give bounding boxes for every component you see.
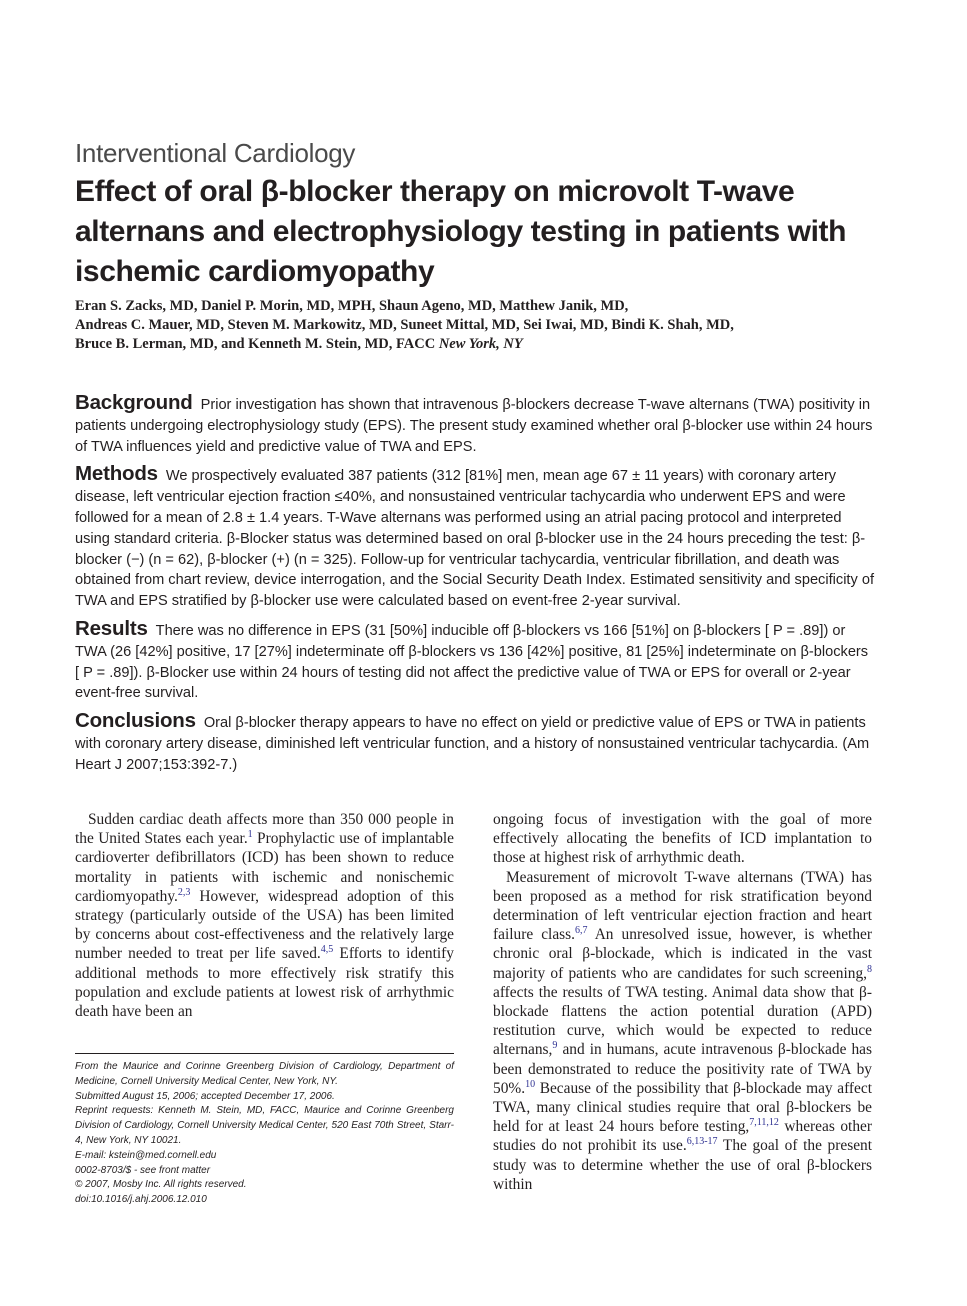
body-text: The goal of the present study was to determine whether the use of oral β-blockers within (493, 1137, 872, 1193)
background-text: Prior investigation has shown that intravenous β-blockers decrease T-wave alternans (TWA) positivity in patients undergoing electrophysiology study (EPS). The present study examined whether oral β-blocker use within 24 hours of TWA influences yield and predictive value of TWA and EPS. (75, 397, 873, 455)
reference-link[interactable]: 4,5 (320, 944, 334, 956)
reference-link[interactable]: 6,13-17 (686, 1136, 718, 1148)
footnote-email[interactable]: E-mail: kstein@med.cornell.edu (75, 1149, 217, 1161)
results-text: There was no difference in EPS (31 [50%] inducible off β-blockers vs 166 [51%] on β-blockers [ P = .89]) or TWA (26 [42%] positive, 17 [27%] indeterminate off β-blockers vs 136 [42%] positive, 81 [25%] indeterminate on β-blockers [ P = .89]). β-Blocker use within 24 hours of testing did not affect the predictive value of TWA or EPS for overall or 2-year event-free survival. (75, 622, 869, 702)
reference-link[interactable]: 10 (525, 1078, 536, 1090)
body-text: Prophylactic use of implantable cardioverter defibrillators (ICD) has been shown to reduce mortality in patients with ischemic and nonischemic cardiomyopathy. (75, 830, 454, 905)
body-text: whereas other studies do not prohibit its use. (493, 1118, 872, 1155)
body-text: Because of the possibility that β-blockade may affect TWA, many clinical studies require that oral β-blockers be held for at least 24 hours before testing, (493, 1079, 872, 1136)
footnote-copyright: © 2007, Mosby Inc. All rights reserved. (75, 1179, 247, 1191)
reference-link[interactable]: 9 (552, 1040, 558, 1052)
authors-line-2: Andreas C. Mauer, MD, Steven M. Markowitz, MD, Suneet Mittal, MD, Sei Iwai, MD, Bindi K. Shah, MD, (75, 317, 734, 333)
footnote-issn: 0002-8703/$ - see front matter (75, 1164, 211, 1176)
body-text: affects the results of TWA testing. Animal data show that β-blockade flattens the action potential duration (APD) restitution curve, which would be expected to reduce alternans, (493, 983, 872, 1059)
abstract-conclusions (75, 711, 875, 775)
footnote-affiliation: From the Maurice and Corinne Greenberg Division of Cardiology, Department of Medicine, Cornell University Medical Center, New York, NY. (75, 1061, 454, 1087)
intro-paragraph-1 (75, 810, 454, 1021)
abstract-background (75, 393, 875, 457)
author-list (75, 297, 895, 354)
reference-link[interactable]: 6,7 (574, 925, 588, 937)
conclusions-text: Oral β-blocker therapy appears to have no effect on yield or predictive value of EPS or TWA in patients with coronary artery disease, diminished left ventricular function, and a history of nonsustained ventricular tachycardia. (Am Heart J 2007;153:392-7.) (75, 715, 870, 773)
footnote-submitted: Submitted August 15, 2006; accepted December 17, 2006. (75, 1090, 335, 1102)
body-text: and in humans, acute intravenous β-blockade has been demonstrated to reduce the positivity rate of TWA by 50%. (493, 1041, 872, 1097)
authors-line-3 (75, 335, 895, 354)
authors-line-3-names: Bruce B. Lerman, MD, and Kenneth M. Stein, MD, FACC (75, 336, 436, 352)
body-text: An unresolved issue, however, is whether chronic oral β-blockade, which is indicated in the vast majority of patients who are candidates for such screening, (493, 926, 872, 982)
body-column-right (493, 810, 872, 1194)
reference-link[interactable]: 8 (867, 963, 872, 975)
intro-paragraph-2 (493, 868, 872, 1194)
abstract (75, 393, 875, 783)
results-heading: Results (75, 616, 148, 640)
intro-paragraph-1-continued: ongoing focus of investigation with the goal of more effectively allocating the benefits of ICD implantation to those at highest risk of arrhythmic death. (493, 811, 872, 867)
conclusions-heading: Conclusions (75, 709, 196, 733)
body-column-left (75, 810, 454, 1021)
footnote-divider (75, 1053, 454, 1054)
body-text: Measurement of microvolt T-wave alternans (TWA) has been proposed as a method for risk stratification beyond determination of left ventricular ejection fraction and heart failure class. (493, 868, 872, 944)
footnotes (75, 1060, 454, 1208)
footnote-reprint: Reprint requests: Kenneth M. Stein, MD, FACC, Maurice and Corinne Greenberg Division of Cardiology, Cornell University Medical Center, 520 East 70th Street, Starr-4, New York, NY 10021. (75, 1105, 454, 1146)
methods-heading: Methods (75, 462, 158, 486)
body-text: Efforts to identify additional methods to more effectively risk stratify this population and exclude patients at lowest risk of arrhythmic death have been an (75, 945, 454, 1021)
body-text: However, widespread adoption of this strategy (particularly outside of the USA) has been limited by concerns about cost-effectiveness and the relatively large number needed to treat per life saved. (75, 887, 454, 963)
section-label: Interventional Cardiology (75, 138, 356, 168)
body-text: Sudden cardiac death affects more than 350 000 people in the United States each year. (75, 811, 454, 848)
article-title: Effect of oral β-blocker therapy on microvolt T-wave alternans and electrophysiology testing in patients with ischemic cardiomyopathy (75, 175, 847, 288)
abstract-methods (75, 464, 875, 612)
authors-line-1: Eran S. Zacks, MD, Daniel P. Morin, MD, MPH, Shaun Ageno, MD, Matthew Janik, MD, (75, 298, 629, 314)
author-location: New York, NY (438, 336, 523, 352)
footnote-doi[interactable]: doi:10.1016/j.ahj.2006.12.010 (75, 1194, 207, 1206)
background-heading: Background (75, 391, 193, 414)
abstract-results (75, 616, 875, 704)
reference-link[interactable]: 1 (247, 829, 253, 841)
methods-text: We prospectively evaluated 387 patients (312 [81%] men, mean age 67 ± 11 years) with coronary artery disease, left ventricular ejection fraction ≤40%, and nonsustained ventricular tachycardia who underwent EPS and were followed for a mean of 2.8 ± 1.4 years. T-Wave alternans was performed using an atrial pacing protocol and interpreted using standard criteria. β-Blocker status was determined based on oral β-blocker use in the 24 hours preceding the test: β-blocker (−) (n = 62), β-blocker (+) (n = 325). Follow-up for ventricular tachycardia, ventricular fibrillation, and death was obtained from chart review, device interrogation, and the Social Security Death Index. Estimated sensitivity and specificity of TWA and EPS stratified by β-blocker use were calculated based on event-free 2-year survival. (75, 468, 875, 610)
reference-link[interactable]: 2,3 (177, 886, 191, 898)
reference-link[interactable]: 7,11,12 (749, 1117, 779, 1129)
